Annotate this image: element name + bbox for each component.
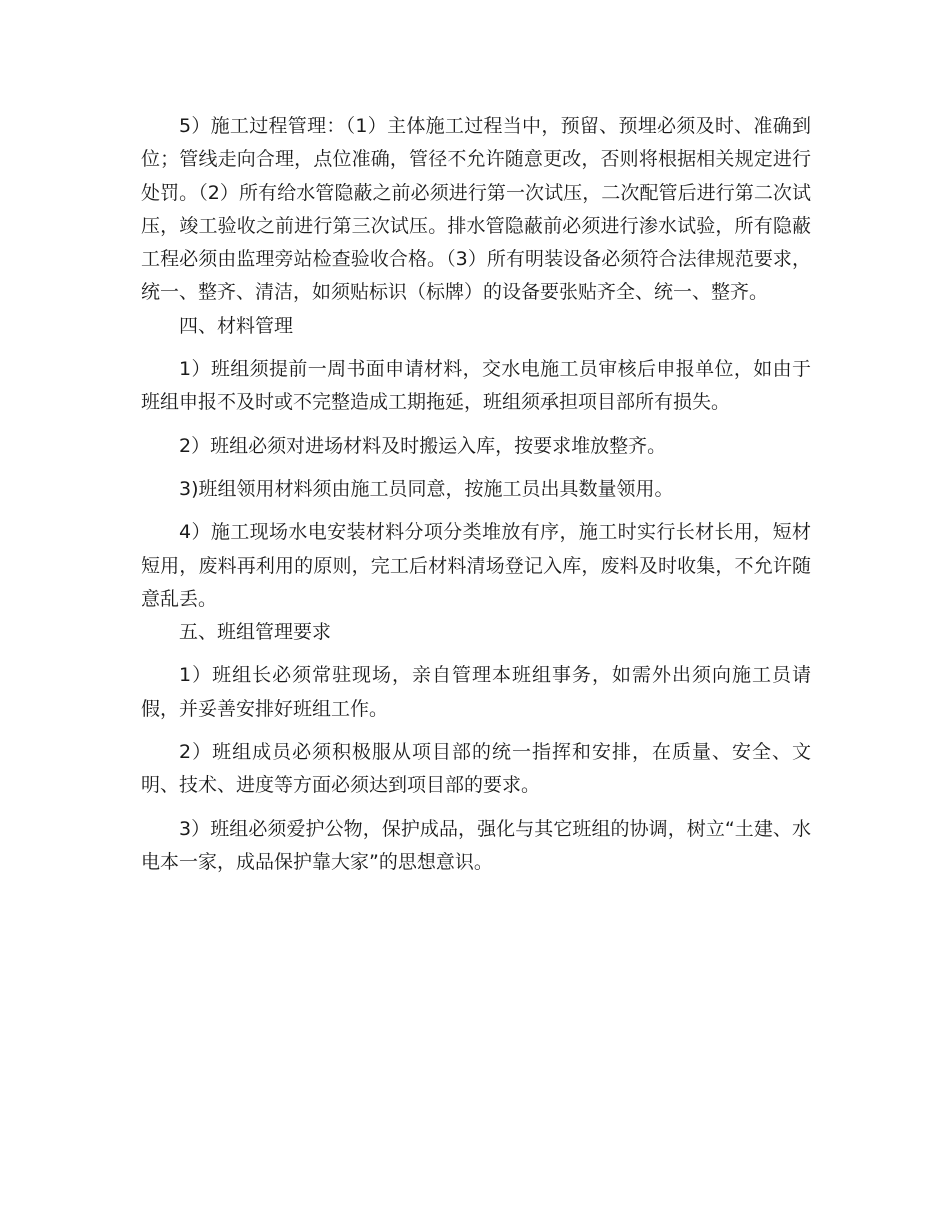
- paragraph-material-issue: 3)班组领用材料须由施工员同意，按施工员出具数量领用。: [179, 477, 674, 500]
- paragraph-material-request: 1）班组须提前一周书面申请材料，交水电施工员审核后申报单位，如由于班组申报不及时或不完整造成工期拖延，班组须承担项目部所有损失。: [141, 358, 811, 414]
- paragraph-protect-property: 3）班组必须爱护公物，保护成品，强化与其它班组的协调，树立“土建、水电本一家，成品保护靠大家”的思想意识。: [141, 817, 811, 873]
- section-heading-team-management: 五、班组管理要求: [179, 621, 332, 644]
- section-heading-materials: 四、材料管理: [179, 314, 294, 337]
- paragraph-team-members: 2）班组成员必须积极服从项目部的统一指挥和安排，在质量、安全、文明、技术、进度等方面必须达到项目部的要求。: [141, 741, 811, 797]
- document-body: [141, 110, 811, 879]
- paragraph-material-storage: 2）班组必须对进场材料及时搬运入库，按要求堆放整齐。: [179, 434, 667, 457]
- paragraph-material-stacking: 4）施工现场水电安装材料分项分类堆放有序，施工时实行长材长用，短材短用，废料再利用的原则，完工后材料清场登记入库，废料及时收集，不允许随意乱丢。: [141, 521, 811, 610]
- paragraph-construction-process: 5）施工过程管理：（1）主体施工过程当中，预留、预埋必须及时、准确到位；管线走向合理，点位准确，管径不允许随意更改，否则将根据相关规定进行处罚。（2）所有给水管隐蔽之前必须进行第一次试压，二次配管后进行第二次试压，竣工验收之前进行第三次试压。排水管隐蔽前必须进行渗水试验，所有隐蔽工程必须由监理旁站检查验收合格。（3）所有明装设备必须符合法律规范要求，统一、整齐、清洁，如须贴标识（标牌）的设备要张贴齐全、统一、整齐。: [141, 115, 811, 304]
- paragraph-team-leader: 1）班组长必须常驻现场，亲自管理本班组事务，如需外出须向施工员请假，并妥善安排好班组工作。: [141, 664, 811, 720]
